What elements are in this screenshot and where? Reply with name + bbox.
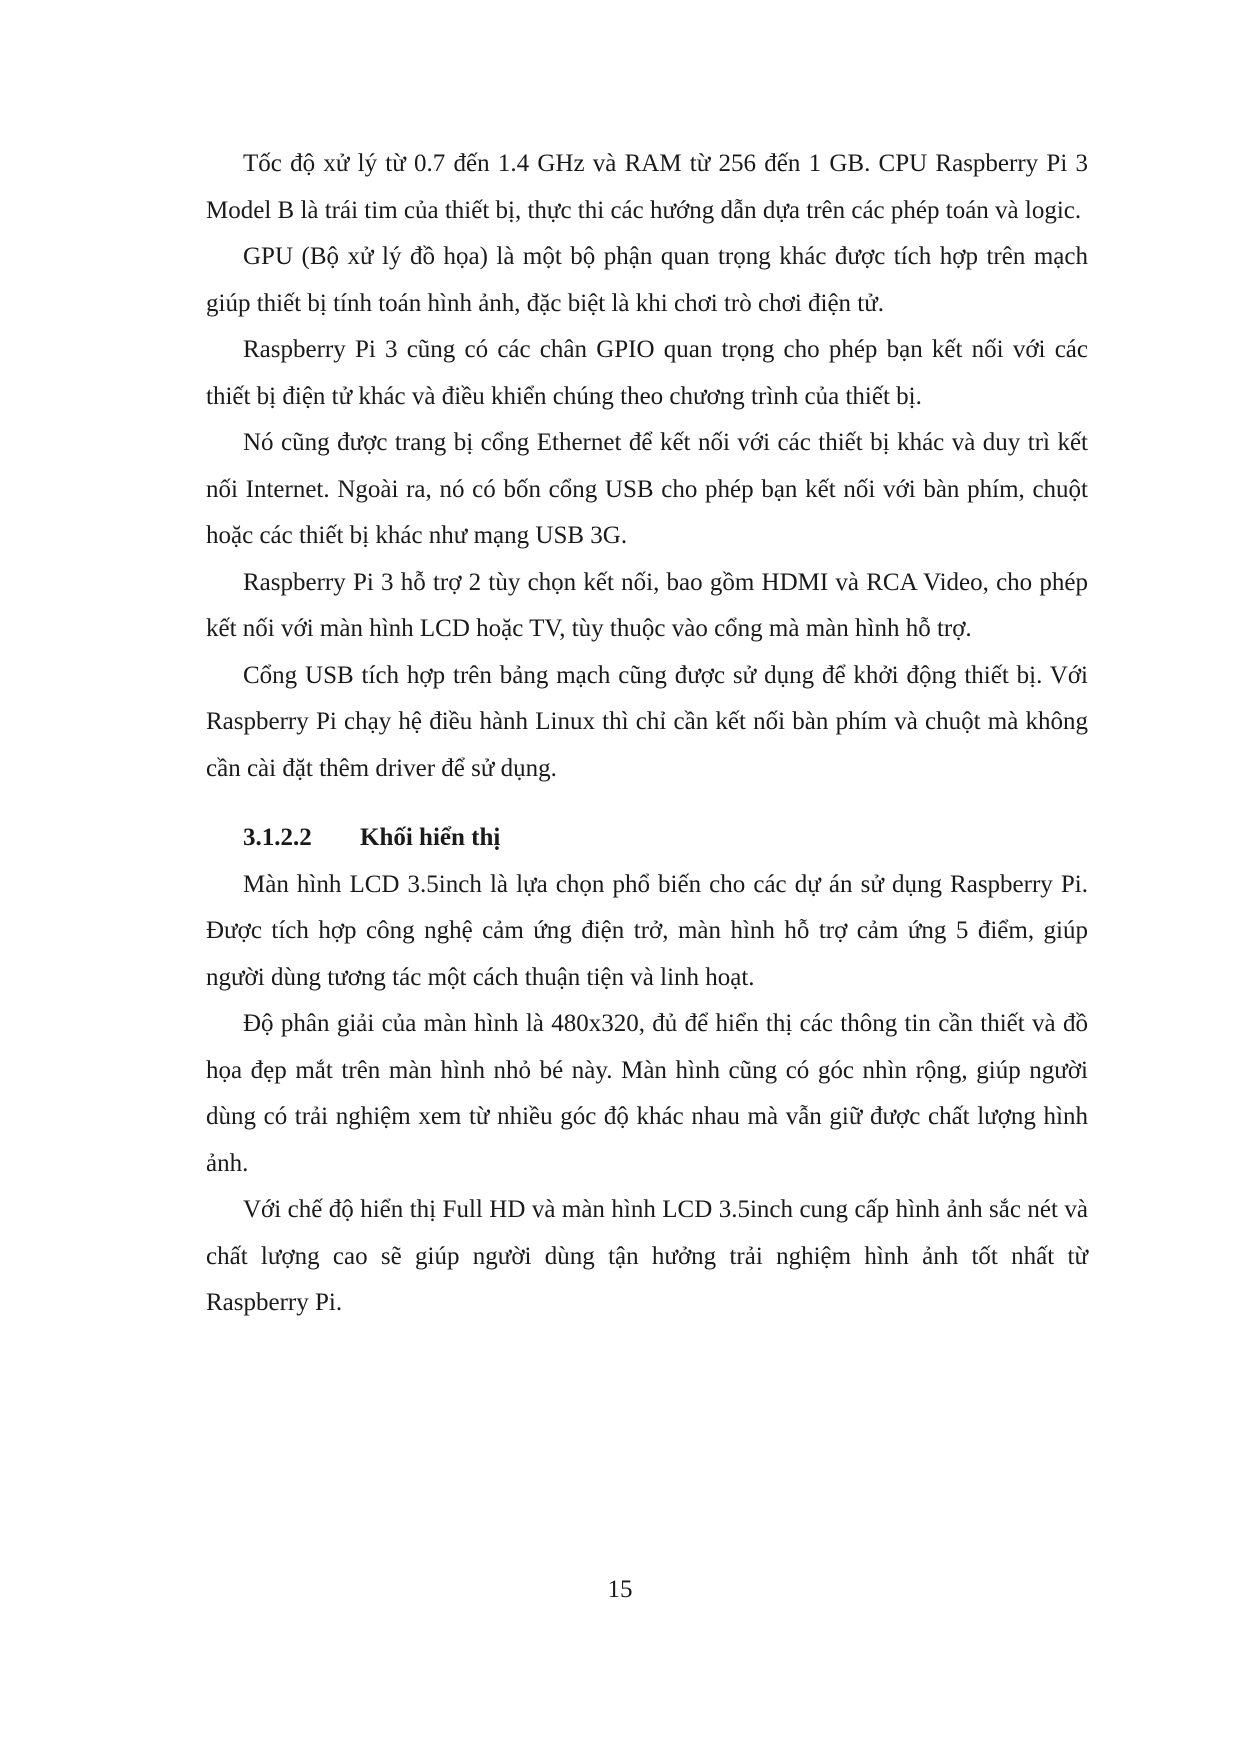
section-title: Khối hiển thị — [360, 824, 501, 851]
page-body — [206, 141, 1088, 1327]
section-number: 3.1.2.2 — [243, 824, 312, 851]
paragraph-full-hd: Với chế độ hiển thị Full HD và màn hình LCD 3.5inch cung cấp hình ảnh sắc nét và chất lượng cao sẽ giúp người dùng tận hưởng trải nghiệm hình ảnh tốt nhất từ Raspberry Pi. — [206, 1196, 1088, 1316]
page-number: 15 — [607, 1576, 633, 1603]
paragraph-gpu: GPU (Bộ xử lý đồ họa) là một bộ phận quan trọng khác được tích hợp trên mạch giúp thiết bị tính toán hình ảnh, đặc biệt là khi chơi trò chơi điện tử. — [206, 243, 1088, 317]
paragraph-video-output: Raspberry Pi 3 hỗ trợ 2 tùy chọn kết nối, bao gồm HDMI và RCA Video, cho phép kết nối với màn hình LCD hoặc TV, tùy thuộc vào cổng mà màn hình hỗ trợ. — [206, 568, 1088, 642]
paragraph-usb-boot: Cổng USB tích hợp trên bảng mạch cũng được sử dụng để khởi động thiết bị. Với Raspberry Pi chạy hệ điều hành Linux thì chỉ cần kết nối bàn phím và chuột mà không cần cài đặt thêm driver để sử dụng. — [206, 661, 1088, 782]
paragraph-cpu: Tốc độ xử lý từ 0.7 đến 1.4 GHz và RAM từ 256 đến 1 GB. CPU Raspberry Pi 3 Model B là trái tim của thiết bị, thực thi các hướng dẫn dựa trên các phép toán và logic. — [206, 150, 1088, 224]
paragraph-lcd-intro: Màn hình LCD 3.5inch là lựa chọn phổ biến cho các dự án sử dụng Raspberry Pi. Được tích hợp công nghệ cảm ứng điện trở, màn hình hỗ trợ cảm ứng 5 điểm, giúp người dùng tương tác một cách thuận tiện và linh hoạt. — [206, 870, 1088, 991]
section-heading — [206, 815, 1088, 862]
paragraph-resolution: Độ phân giải của màn hình là 480x320, đủ để hiển thị các thông tin cần thiết và đồ họa đẹp mắt trên màn hình nhỏ bé này. Màn hình cũng có góc nhìn rộng, giúp người dùng có trải nghiệm xem từ nhiều góc độ khác nhau mà vẫn giữ được chất lượng hình ảnh. — [206, 1010, 1088, 1177]
paragraph-gpio: Raspberry Pi 3 cũng có các chân GPIO quan trọng cho phép bạn kết nối với các thiết bị điện tử khác và điều khiển chúng theo chương trình của thiết bị. — [206, 336, 1088, 410]
paragraph-ethernet-usb: Nó cũng được trang bị cổng Ethernet để kết nối với các thiết bị khác và duy trì kết nối Internet. Ngoài ra, nó có bốn cổng USB cho phép bạn kết nối với bàn phím, chuột hoặc các thiết bị khác như mạng USB 3G. — [206, 429, 1088, 549]
